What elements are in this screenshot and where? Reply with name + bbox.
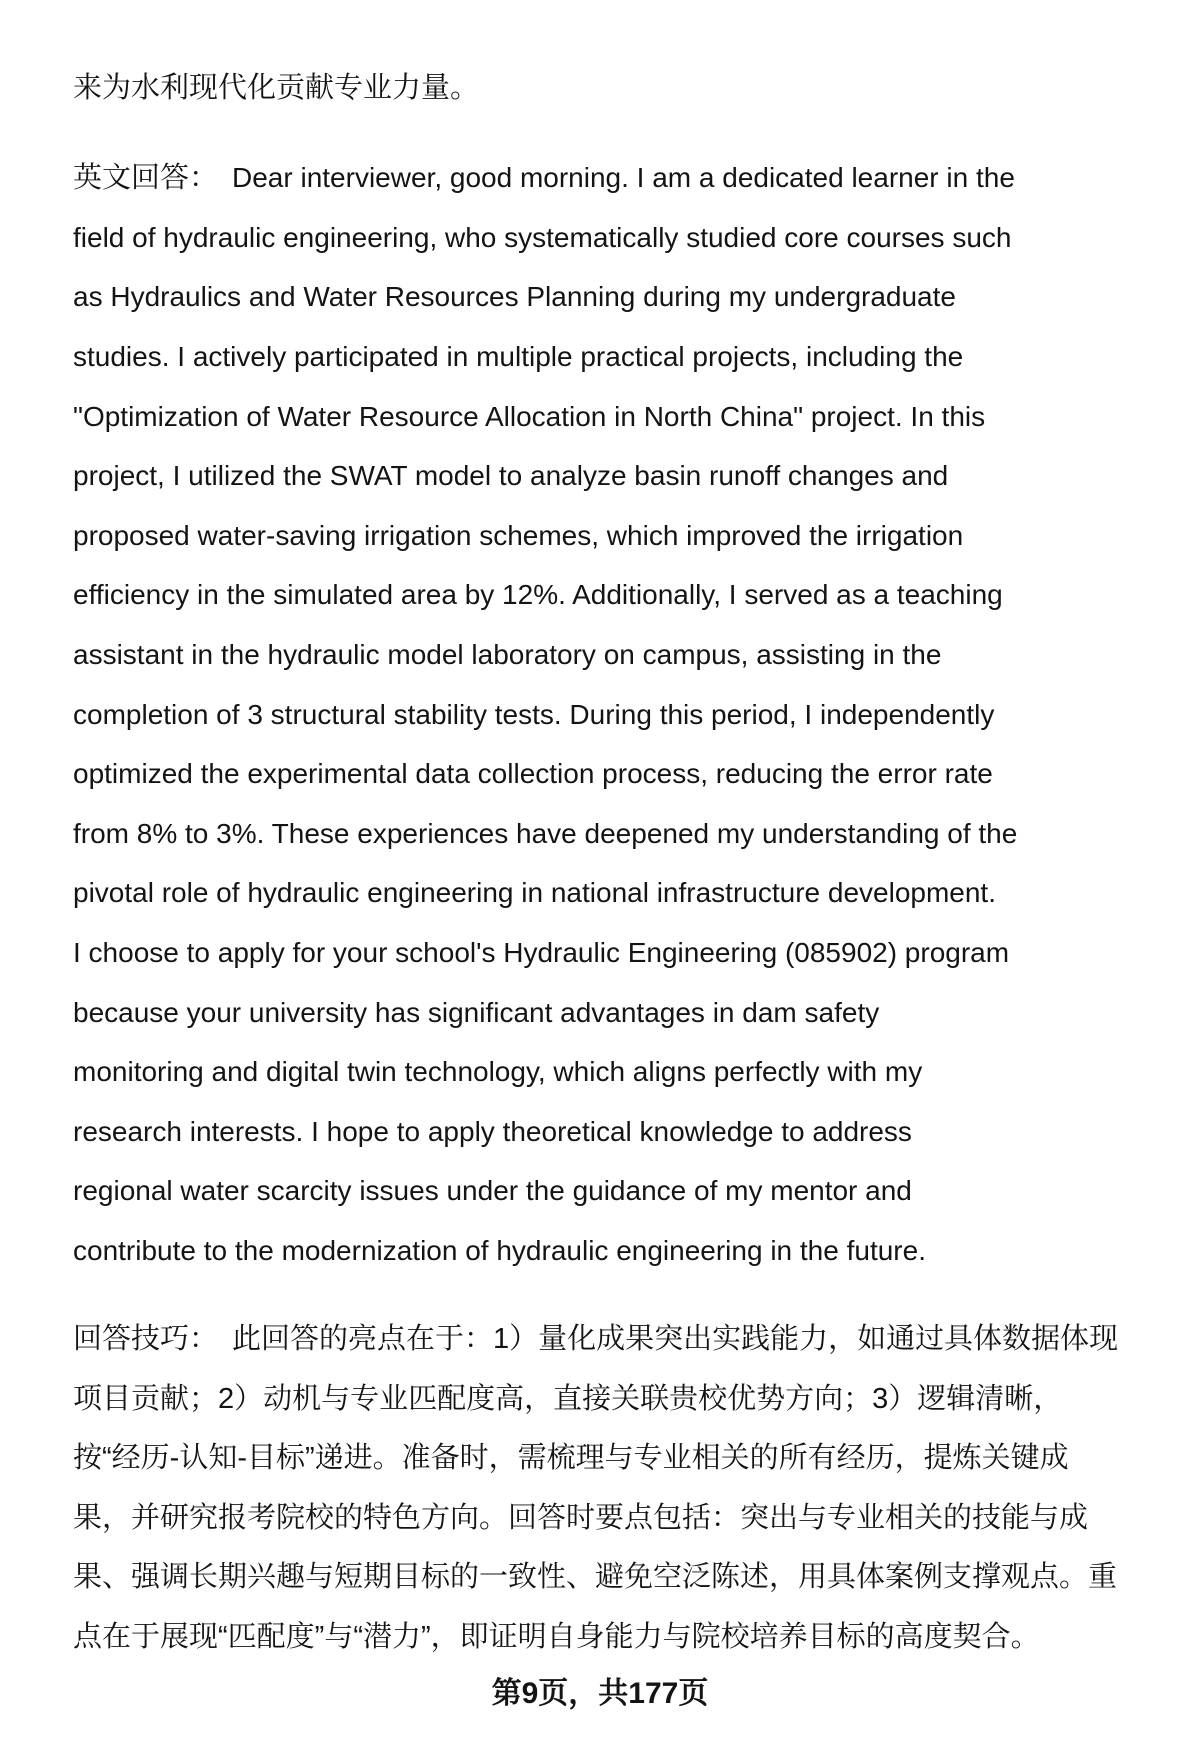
answer-line: optimized the experimental data collection process, reducing the error rate: [73, 758, 993, 790]
answer-line: as Hydraulics and Water Resources Planning during my undergraduate: [73, 281, 956, 313]
intro-tail-line: 来为水利现代化贡献专业力量。: [73, 72, 480, 104]
answer-line: regional water scarcity issues under the guidance of my mentor and: [73, 1175, 912, 1207]
answer-line: contribute to the modernization of hydraulic engineering in the future.: [73, 1234, 926, 1266]
document-page: [73, 59, 1183, 1668]
answer-line: proposed water-saving irrigation schemes, which improved the irrigation: [73, 519, 964, 551]
answer-line: pivotal role of hydraulic engineering in national infrastructure development.: [73, 877, 996, 909]
english-answer-label: 英文回答：: [73, 162, 219, 195]
answer-line: research interests. I hope to apply theoretical knowledge to address: [73, 1115, 912, 1147]
tip-line: 按“经历-认知-目标”递进。准备时，需梳理与专业相关的所有经历，提炼关键成: [73, 1442, 1069, 1475]
tip-line: 点在于展现“匹配度”与“潜力”，即证明自身能力与院校培养目标的高度契合。: [73, 1621, 1040, 1654]
answer-line: efficiency in the simulated area by 12%. Additionally, I served as a teaching: [73, 579, 1003, 611]
page-footer: 第9页，共177页: [491, 1677, 709, 1710]
tips-label: 回答技巧：: [73, 1323, 219, 1356]
answer-line: [73, 148, 1183, 208]
english-answer-paragraph: [73, 148, 1183, 1280]
tip-line: [73, 1310, 1183, 1370]
tips-paragraph: [73, 1310, 1183, 1668]
answer-line: project, I utilized the SWAT model to analyze basin runoff changes and: [73, 460, 949, 492]
answer-line: field of hydraulic engineering, who systematically studied core courses such: [73, 221, 1012, 253]
tip-line: 项目贡献；2）动机与专业匹配度高，直接关联贵校优势方向；3）逻辑清晰，: [73, 1382, 1063, 1415]
answer-line-text: Dear interviewer, good morning. I am a dedicated learner in the: [232, 162, 1015, 194]
answer-line: because your university has significant advantages in dam safety: [73, 996, 880, 1028]
tip-line: 果，并研究报考院校的特色方向。回答时要点包括：突出与专业相关的技能与成: [73, 1501, 1089, 1534]
tip-line: 果、强调长期兴趣与短期目标的一致性、避免空泛陈述，用具体案例支撑观点。重: [73, 1561, 1118, 1594]
answer-line: studies. I actively participated in multiple practical projects, including the: [73, 340, 964, 372]
answer-line: assistant in the hydraulic model laboratory on campus, assisting in the: [73, 638, 942, 670]
answer-line: I choose to apply for your school's Hydraulic Engineering (085902) program: [73, 936, 1010, 968]
answer-line: monitoring and digital twin technology, which aligns perfectly with my: [73, 1056, 923, 1088]
answer-line: "Optimization of Water Resource Allocation in North China" project. In this: [73, 400, 986, 432]
answer-line: from 8% to 3%. These experiences have deepened my understanding of the: [73, 817, 1018, 849]
answer-line: completion of 3 structural stability tests. During this period, I independently: [73, 698, 995, 730]
tip-line-text: 此回答的亮点在于：1）量化成果突出实践能力，如通过具体数据体现: [232, 1323, 1119, 1356]
